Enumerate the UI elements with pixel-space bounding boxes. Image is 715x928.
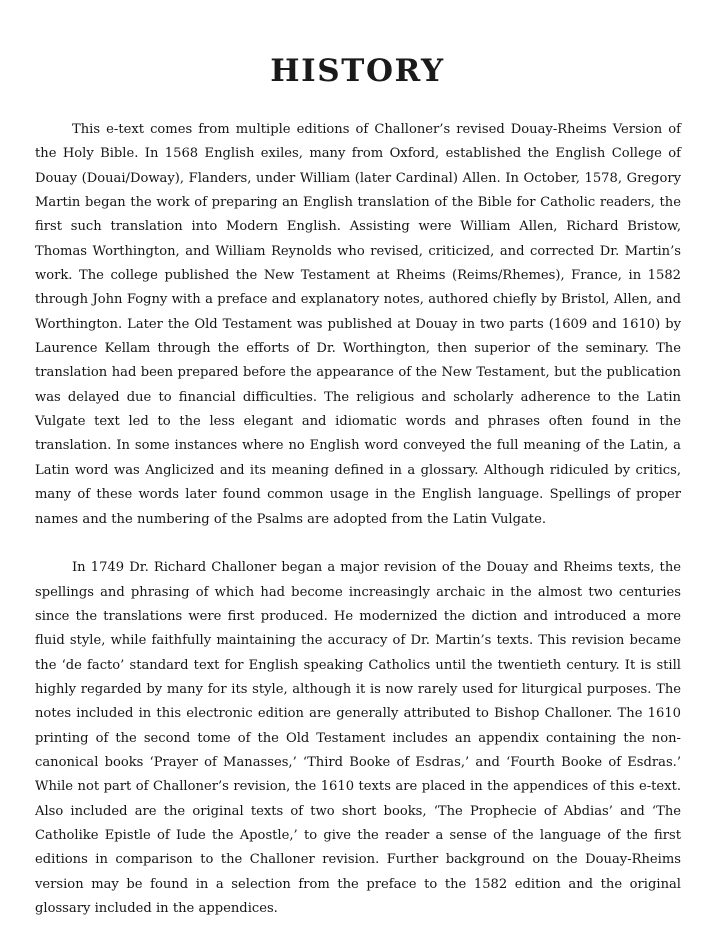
page-title: HISTORY	[270, 52, 445, 89]
paragraph-history-origins: This e-text comes from multiple editions of Challoner’s revised Douay-Rheims Version of the Holy Bible. In 1568 English exiles, many from Oxford, established the English College of Douay (Douai/Doway), Flanders, under William (later Cardinal) Allen. In October, 1578, Gregory Martin began the work of preparing an English translation of the Bible for Catholic readers, the first such translation into Modern English. Assisting were William Allen, Richard Bristow, Thomas Worthington, and William Reynolds who revised, criticized, and corrected Dr. Martin’s work. The college published the New Testament at Rheims (Reims/Rhemes), France, in 1582 through John Fogny with a preface and explanatory notes, authored chiefly by Bristol, Allen, and Worthington. Later the Old Testament was published at Douay in two parts (1609 and 1610) by Laurence Kellam through the efforts of Dr. Worthington, then superior of the seminary. The translation had been prepared before the appearance of the New Testament, but the publication was delayed due to financial difficulties. The religious and scholarly adherence to the Latin Vulgate text led to the less elegant and idiomatic words and phrases often found in the translation. In some instances where no English word conveyed the full meaning of the Latin, a Latin word was Anglicized and its meaning defined in a glossary. Although ridiculed by critics, many of these words later found common usage in the English language. Spellings of proper names and the numbering of the Psalms are adopted from the Latin Vulgate.	[35, 122, 681, 527]
paragraph-challoner-revision: In 1749 Dr. Richard Challoner began a major revision of the Douay and Rheims texts, the spellings and phrasing of which had become increasingly archaic in the almost two centuries since the translations were first produced. He modernized the diction and introduced a more fluid style, while faithfully maintaining the accuracy of Dr. Martin’s texts. This revision became the ‘de facto’ standard text for English speaking Catholics until the twentieth century. It is still highly regarded by many for its style, although it is now rarely used for liturgical purposes. The notes included in this electronic edition are generally attributed to Bishop Challoner. The 1610 printing of the second tome of the Old Testament includes an appendix containing the non-canonical books ‘Prayer of Manasses,’ ‘Third Booke of Esdras,’ and ‘Fourth Booke of Esdras.’ While not part of Challoner’s revision, the 1610 texts are placed in the appendices of this e-text. Also included are the original texts of two short books, ‘The Prophecie of Abdias’ and ‘The Catholike Epistle of Iude the Apostle,’ to give the reader a sense of the language of the first editions in comparison to the Challoner revision. Further background on the Douay-Rheims version may be found in a selection from the preface to the 1582 edition and the original glossary included in the appendices.	[35, 560, 681, 916]
body-text-block	[35, 118, 681, 921]
